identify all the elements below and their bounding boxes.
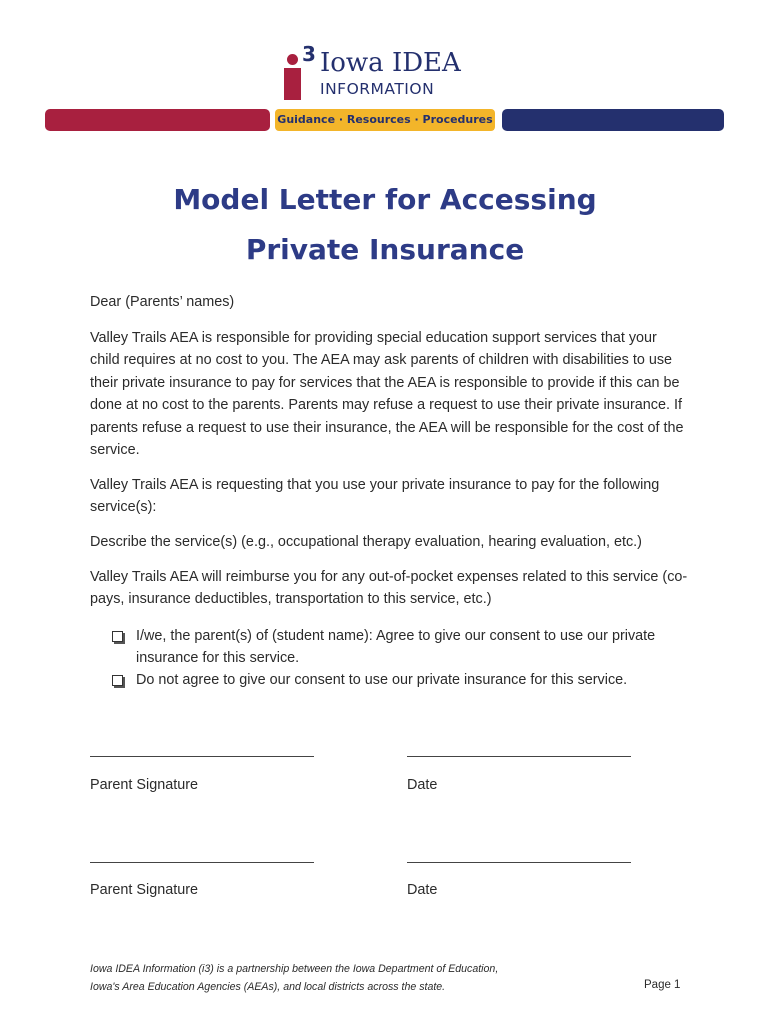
footer-line-2: Iowa's Area Education Agencies (AEAs), and local districts across the state. (90, 981, 446, 993)
logo-stem (284, 68, 301, 100)
header-tagline: Guidance · Resources · Procedures (275, 109, 495, 131)
signature-label-1: Parent Signature (90, 777, 199, 793)
header-band-right (502, 109, 724, 131)
document-title-line2: Private Insurance (245, 233, 525, 266)
paragraph-describe-services: Describe the service(s) (e.g., occupational therapy evaluation, hearing evaluation, etc.) (90, 534, 642, 550)
checkbox-agree[interactable] (112, 631, 123, 642)
document-title-line1: Model Letter for Accessing (173, 183, 597, 216)
paragraph-reimbursement: Valley Trails AEA will reimburse you for any out-of-pocket expenses related to this service (co-pays, insurance deductibles, transportation to this service, etc.) (90, 569, 688, 608)
footer-note (90, 960, 610, 996)
date-label-2: Date (407, 882, 438, 898)
paragraph-request: Valley Trails AEA is requesting that you use your private insurance to pay for the following service(s): (90, 477, 660, 516)
logo-superscript: 3 (302, 42, 316, 66)
i3-logo (282, 42, 496, 106)
footer-line-1: Iowa IDEA Information (i3) is a partnership between the Iowa Department of Education, (90, 963, 499, 975)
paragraph-responsibility: Valley Trails AEA is responsible for providing special education support services that your child requires at no cost to you. The AEA may ask parents of children with disabilities to use their private insurance to pay for services that the AEA is responsible to provide if this can be done at no cost to the parents. Parents may refuse a request to use their private insurance. If parents refuse a request to use their insurance, the AEA will be responsible for the cost of the service. (90, 330, 684, 459)
logo-title: Iowa IDEA (320, 48, 461, 78)
checkbox-disagree[interactable] (112, 675, 123, 686)
consent-agree-option[interactable] (112, 625, 672, 670)
date-line-2[interactable] (407, 862, 631, 863)
header-band-left (45, 109, 270, 131)
date-line-1[interactable] (407, 756, 631, 757)
signature-line-2[interactable] (90, 862, 314, 863)
consent-disagree-option[interactable] (112, 669, 672, 691)
consent-disagree-label: Do not agree to give our consent to use our private insurance for this service. (136, 672, 628, 688)
logo-subtitle: INFORMATION (320, 80, 435, 98)
signature-label-2: Parent Signature (90, 882, 199, 898)
salutation: Dear (Parents’ names) (90, 294, 235, 310)
i3-logo-mark-icon (282, 42, 318, 102)
consent-agree-label: I/we, the parent(s) of (student name): Agree to give our consent to use our private insurance for this service. (136, 628, 656, 667)
page-number: Page 1 (644, 979, 681, 991)
signature-line-1[interactable] (90, 756, 314, 757)
logo-dot (287, 54, 298, 65)
date-label-1: Date (407, 777, 438, 793)
